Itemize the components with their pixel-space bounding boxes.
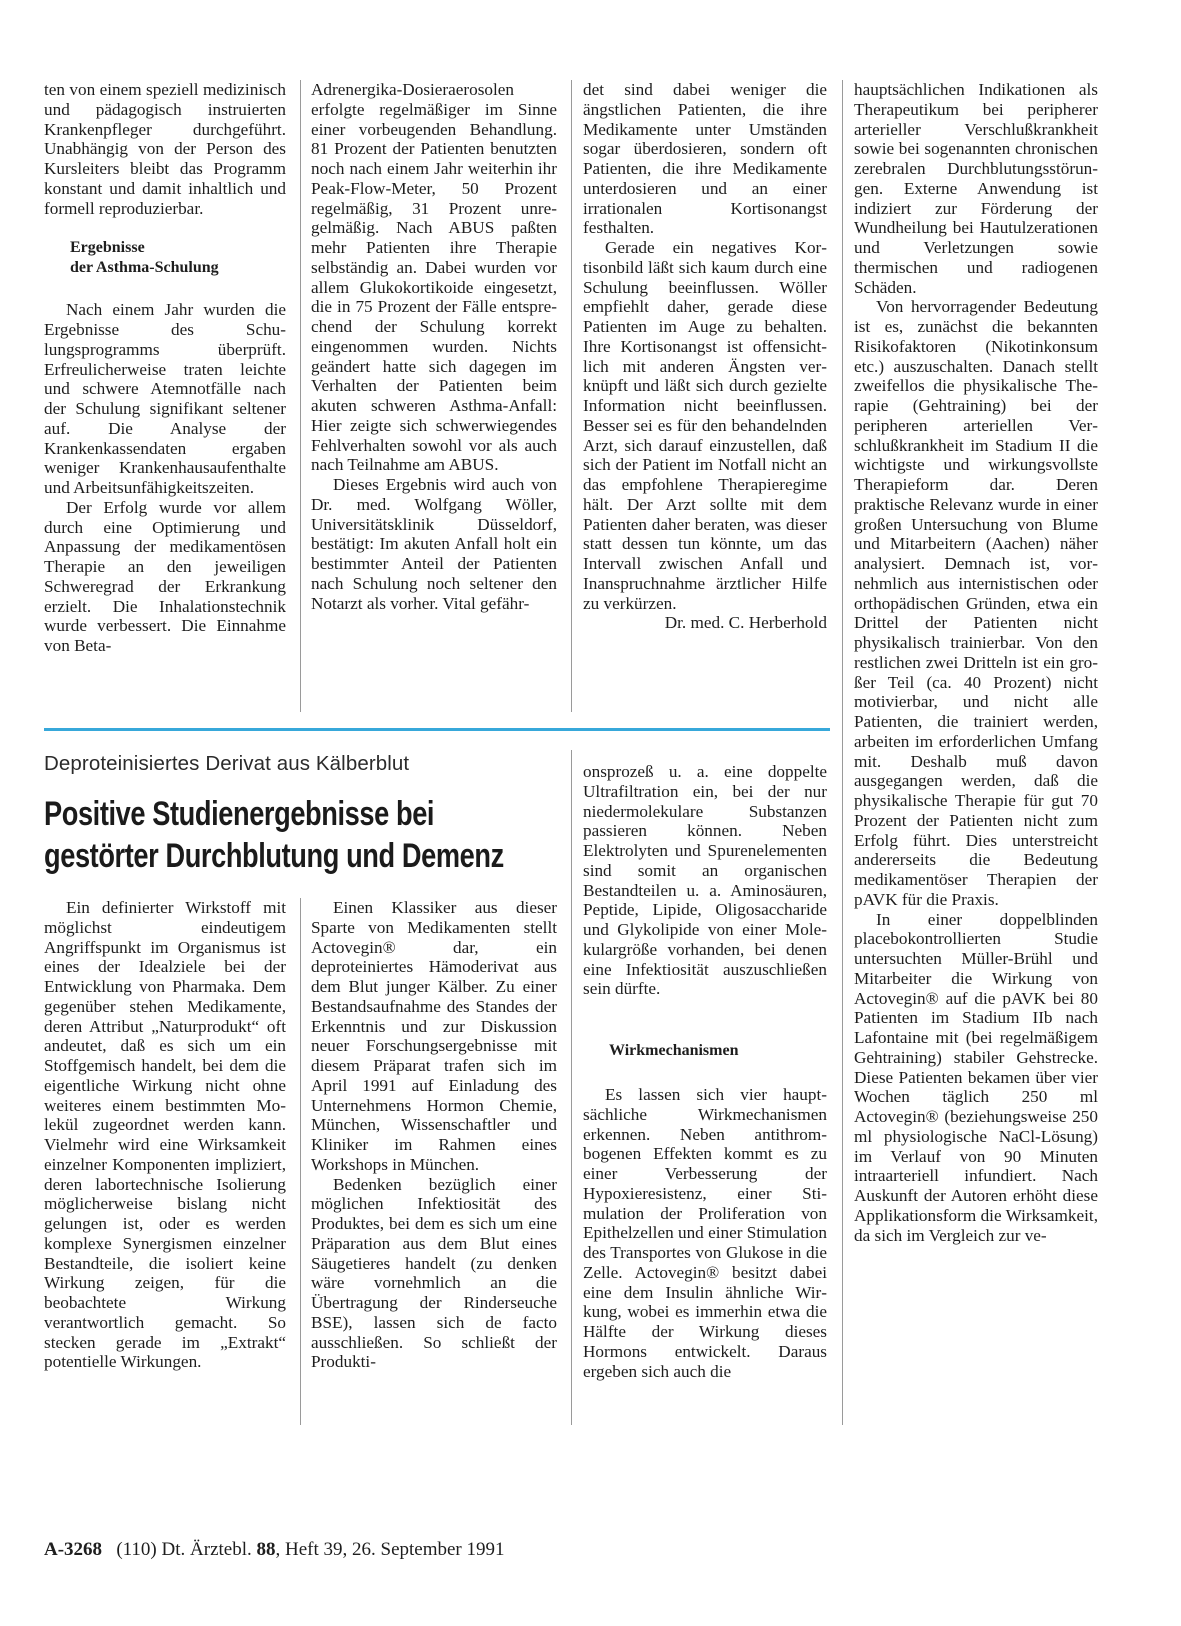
- article-column-4: [854, 80, 1098, 1245]
- paragraph: Von hervorragender Bedeutung ist es, zunächst die bekannten Risikofaktoren (Nikotinkonsum etc.) auszuschalten. Danach stellt zweifellos die physikalische Therapie (Gehtraining) bei der peripheren arteriellen Verschlußkrankheit im Stadium II die wichtigste und wirkungsvollste Therapieform dar. Deren praktische Relevanz wurde in einer großen Untersuchung von Blume und Mitarbeitern (Aachen) näher analysiert. Demnach ist, vornehmlich aus internistischen oder orthopädischen Gründen, etwa ein Drittel der Patienten nicht physikalisch trainierbar. Von den restlichen zwei Dritteln ist ein großer Teil (ca. 40 Prozent) nicht motivierbar, und nicht alle Patienten, die trainiert werden, arbeiten im erforderlichen Umfang mit. Deshalb muß davon ausgegangen werden, daß die physikalische Therapie für gut 70 Prozent der Patienten nicht zum Erfolg führt. Dies unterstreicht andererseits die Bedeutung medikamentöser Therapien der pAVK für die Praxis.: [854, 297, 1098, 909]
- issue-date: , Heft 39, 26. September 1991: [275, 1539, 505, 1560]
- top-column-2: [311, 80, 557, 613]
- paragraph: Gerade ein negatives Kortisonbild läßt sich kaum durch eine Schulung beeinflussen. Wöller empfiehlt daher, gerade diese Patienten im Auge zu behalten. Ihre Kortisonangst ist offensichtlich mit anderen Ängsten verknüpft und läßt sich durch gezielte Information nicht beeinflussen. Besser sei es für den behandelnden Arzt, sich darauf einzustellen, daß sich der Patient im Notfall nicht an das empfohlene Therapieregime hält. Der Arzt sollte mit dem Patienten daher beraten, was dieser statt dessen tun könnte, um das Intervall zwischen Anfall und Inanspruchnahme ärztlicher Hilfe zu verkürzen.: [583, 238, 827, 613]
- page-footer: [44, 1539, 505, 1561]
- page-code: A-3268: [44, 1539, 103, 1560]
- paragraph: In einer doppelblinden placebokontrollierten Studie untersuchten Müller-Brühl und Mitarbeiter die Wirkung von Actovegin® auf die pAVK bei 80 Patienten im Stadium IIb nach Lafontaine mit (bei regelmäßigem Gehtraining) stabiler Gehstrecke. Diese Patienten bekamen über vier Wochen täglich 250 ml Actovegin® (beziehungsweise 250 ml physiologische NaCl-Lösung) im Verlauf von 90 Minuten intraarteriell infundiert. Nach Auskunft der Autoren erhöht diese Applikationsform die Wirksamkeit, da sich im Vergleich zur ve-: [854, 909, 1098, 1245]
- paragraph: ten von einem speziell medizinisch und pädagogisch instruierten Krankenpfleger durchgeführt. Unabhängig von der Person des Kursleiters bleibt das Programm konstant und damit inhaltlich und formell reproduzierbar.: [44, 80, 286, 218]
- column-divider: [571, 750, 572, 1425]
- paragraph: det sind dabei weniger die ängstlichen Patienten, die ihre Medikamente unter Umständen sogar überdosieren, sondern oft Patienten, die ihre Medikamente unterdosieren und an einer irrationalen Kortisonangst festhalten.: [583, 80, 827, 238]
- column-divider: [300, 80, 301, 712]
- paragraph: hauptsächlichen Indikationen als Therapeutikum bei peripherer arterieller Verschlußkrankheit sowie bei sogenannten chronischen zerebralen Durchblutungsstörungen. Externe Anwendung ist indiziert zur Förderung der Wundheilung bei Hautulzerationen und Verletzungen sowie thermischen und radiogenen Schäden.: [854, 80, 1098, 297]
- article-separator: [44, 728, 830, 731]
- headline: Positive Studienergebnisse bei: [44, 795, 435, 833]
- top-column-3: [583, 80, 827, 633]
- paragraph: Bedenken bezüglich einer möglichen Infektiosität des Produktes, bei dem es sich um eine Präparation aus dem Blut eines Säugetieres handelt (zu denken wäre vornehmlich an die Übertragung der Rinderseuche BSE), lassen sich de facto ausschließen. So schließt der Produkti-: [311, 1174, 557, 1372]
- journal-name: Dt. Ärztebl.: [161, 1539, 252, 1560]
- paragraph: Der Erfolg wurde vor allem durch eine Optimierung und Anpassung der medikamentösen Therapie an den jeweiligen Schweregrad der Erkrankung erzielt. Die Inhalationstechnik wurde verbessert. Die Einnahme von Beta-: [44, 497, 286, 655]
- volume-number: 88: [256, 1539, 276, 1560]
- page-number: (110): [116, 1539, 157, 1560]
- headline: gestörter Durchblutung und Demenz: [44, 837, 504, 875]
- paragraph: onsprozeß u. a. eine doppelte Ultrafiltration ein, bei der nur niedermolekulare Substanzen passieren können. Neben Elektrolyten und Spurenelementen sind somit an organischen Bestandteilen u. a. Aminosäuren, Peptide, Lipide, Oligosaccharide und Glykolipide von einer Molekulargröße vorhanden, bei denen eine Infektiosität auszuschließen sein dürfte.: [583, 762, 827, 999]
- paragraph: Adrenergika-Dosieraerosolen erfolgte regelmäßiger im Sinne einer vorbeugenden Behandlung. 81 Prozent der Patienten benutzten noch nach einem Jahr weiterhin ihr Peak-Flow-Meter, 50 Prozent regelmäßig, 31 Prozent unregelmäßig. Nach ABUS paßten mehr Patienten ihre Therapie selbständig an. Dabei wurden vor allem Glukokortikoide eingesetzt, die in 75 Prozent der Fälle entsprechend der Schulung korrekt eingenommen wurden. Nichts geändert hatte sich dagegen im Verhalten der Patienten beim akuten schweren Asthma-Anfall: Hier zeigte sich schwerwiegendes Fehlverhalten sowohl vor als auch nach Teilnahme am ABUS.: [311, 80, 557, 475]
- subheading: der Asthma-Schulung: [70, 259, 219, 277]
- paragraph: Dieses Ergebnis wird auch von Dr. med. Wolfgang Wöller, Universitätsklinik Düsseldorf, bestätigt: Im akuten Anfall holt ein bestimmter Anteil der Patienten nach Schulung noch seltener den Notarzt als vorher. Vital gefähr-: [311, 475, 557, 613]
- article-column-3: [583, 762, 827, 1381]
- paragraph: Einen Klassiker aus dieser Sparte von Medikamenten stellt Actovegin® dar, ein deproteiniertes Hämoderivat aus dem Blut junger Kälber. Zu einer Bestandsaufnahme des Standes der Erkenntnis und zur Diskussion neuer Forschungsergebnisse mit diesem Präparat trafen sich im April 1991 auf Einladung des Unternehmens Hormon Chemie, München, Wissenschaftler und Kliniker im Rahmen eines Workshops in München.: [311, 898, 557, 1174]
- column-divider: [842, 80, 843, 1425]
- column-divider: [571, 80, 572, 712]
- paragraph: Nach einem Jahr wurden die Ergebnisse des Schulungsprogramms überprüft. Erfreulicherweise traten leichte und schwere Atemnotfälle nach der Schulung signifikant seltener auf. Die Analyse der Krankenkassendaten ergaben weniger Krankenhausaufenthalte und Arbeitsunfähigkeitszeiten.: [44, 300, 286, 497]
- top-column-1: [44, 80, 286, 656]
- article-column-2: [311, 898, 557, 1372]
- paragraph: Es lassen sich vier hauptsächliche Wirkmechanismen erkennen. Neben antithrombogenen Effekten kommt es zu einer Verbesserung der Hypoxieresistenz, einer Stimulation der Proliferation von Epithelzellen und einer Stimulation des Transportes von Glukose in die Zelle. Actovegin® besitzt dabei eine dem Insulin ähnliche Wirkung, wobei es immerhin etwa die Hälfte der Wirkung dieses Hormons entwickelt. Daraus ergeben sich auch die: [583, 1085, 827, 1381]
- column-divider: [300, 898, 301, 1425]
- author-signature: Dr. med. C. Herberhold: [664, 613, 827, 633]
- paragraph: Ein definierter Wirkstoff mit möglichst eindeutigem Angriffspunkt im Organismus ist eines der Idealziele bei der Entwicklung von Pharmaka. Dem gegenüber stehen Medikamente, deren Attribut „Naturprodukt“ oft andeutet, daß es sich um ein Stoffgemisch handelt, bei dem die eigentliche Wirkung nicht ohne weiteres einem bestimmten Molekül zugeordnet werden kann. Vielmehr wird eine Wirksamkeit einzelner Komponenten impliziert, deren labortechnische Isolierung möglicherweise bislang nicht gelungen ist, oder es werden komplexe Synergismen einzelner Bestandteile, die isoliert keine Wirkung zeigen, für die beobachtete Wirkung verantwortlich gemacht. So stecken gerade im „Extrakt“ potentielle Wirkungen.: [44, 898, 286, 1372]
- article-column-1: [44, 898, 286, 1372]
- subheading: Ergebnisse: [70, 239, 145, 257]
- article-kicker: Deproteinisiertes Derivat aus Kälberblut: [44, 752, 410, 775]
- subheading: Wirkmechanismen: [609, 1042, 739, 1059]
